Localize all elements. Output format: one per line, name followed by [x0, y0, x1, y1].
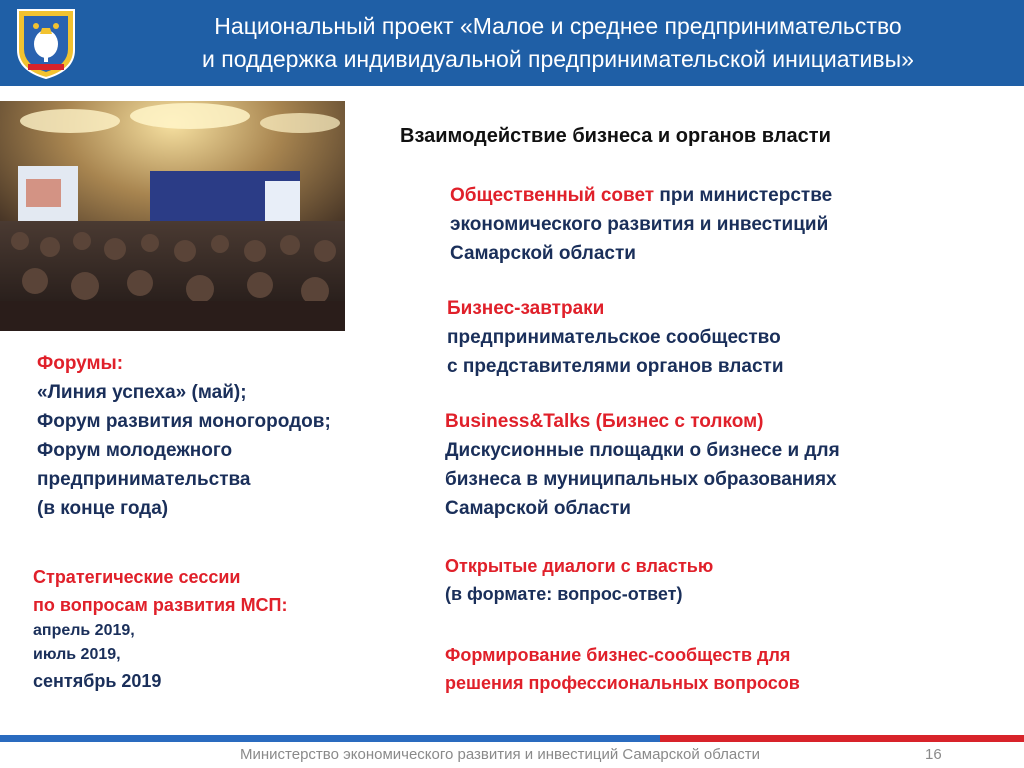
business-talks-line1: Дискусионные площадки о бизнесе и для	[445, 440, 840, 461]
slide-title-line2: и поддержка индивидуальной предпринимательской инициативы»	[202, 46, 914, 72]
business-talks-title: Business&Talks (Бизнес с толком)	[445, 411, 764, 432]
forums-block	[37, 349, 331, 523]
forums-line: (в конце года)	[37, 498, 169, 519]
forums-line: Форум развития моногородов;	[37, 411, 331, 432]
public-council-line2: экономического развития и инвестиций	[450, 214, 829, 235]
public-council-line3: Самарской области	[450, 243, 636, 264]
business-breakfast-line1: предпринимательское сообщество	[447, 327, 781, 348]
business-talks-line2: бизнеса в муниципальных образованиях	[445, 469, 837, 490]
forums-line: «Линия успеха» (май);	[37, 382, 247, 403]
public-council-title: Общественный совет	[450, 185, 655, 206]
header-bar	[0, 0, 1024, 86]
forums-title: Форумы:	[37, 353, 124, 374]
business-talks-block	[445, 407, 840, 523]
business-talks-line3: Самарской области	[445, 498, 631, 519]
business-breakfast-block	[447, 294, 784, 381]
business-breakfast-line2: с представителями органов власти	[447, 356, 784, 377]
section-subtitle: Взаимодействие бизнеса и органов власти	[400, 125, 831, 147]
footer-stripe-red	[660, 735, 1024, 742]
strategic-sessions-date: июль 2019,	[33, 646, 121, 663]
conference-hall-photo	[0, 101, 345, 331]
strategic-sessions-title1: Стратегические сессии	[33, 567, 241, 587]
business-communities-line2: решения профессиональных вопросов	[445, 673, 800, 693]
slide-title	[108, 10, 1008, 76]
strategic-sessions-title2: по вопросам развития МСП:	[33, 595, 288, 615]
strategic-sessions-date: сентябрь 2019	[33, 671, 162, 691]
open-dialogs-block	[445, 552, 713, 608]
business-communities-block	[445, 641, 800, 697]
footer-ministry-name: Министерство экономического развития и инвестиций Самарской области	[240, 746, 760, 763]
footer-stripe-blue	[0, 735, 660, 742]
public-council-block	[450, 181, 832, 268]
samara-coat-of-arms-icon	[10, 4, 82, 82]
forums-line: Форум молодежного	[37, 440, 233, 461]
open-dialogs-line1: (в формате: вопрос-ответ)	[445, 584, 683, 604]
page-number: 16	[925, 746, 942, 763]
forums-line: предпринимательства	[37, 469, 251, 490]
business-breakfast-title: Бизнес-завтраки	[447, 298, 605, 319]
business-communities-line1: Формирование бизнес-сообществ для	[445, 645, 791, 665]
slide-title-line1: Национальный проект «Малое и среднее предпринимательство	[214, 13, 902, 39]
strategic-sessions-date: апрель 2019,	[33, 622, 135, 639]
open-dialogs-title: Открытые диалоги с властью	[445, 556, 714, 576]
public-council-line1-rest: при министерстве	[654, 185, 833, 206]
strategic-sessions-block	[33, 563, 288, 695]
